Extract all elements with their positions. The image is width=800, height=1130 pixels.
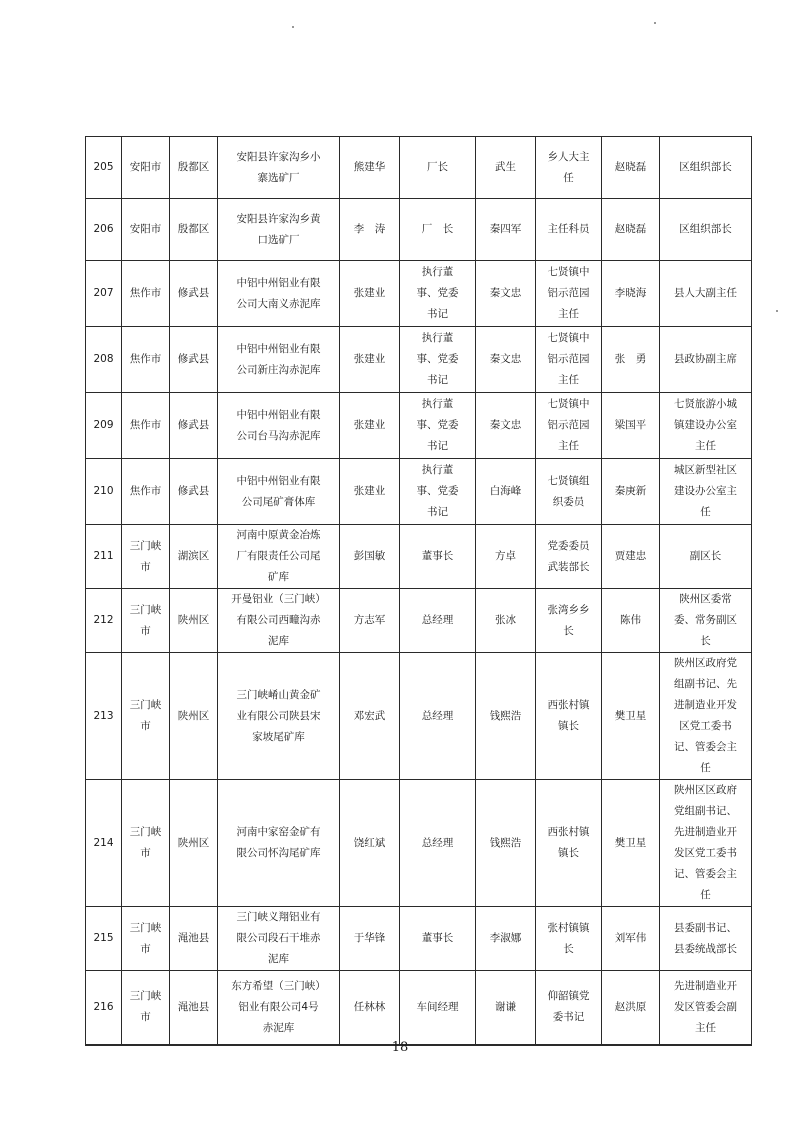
supervisor-title-cell: 七贤旅游小城 镇建设办公室 主任	[660, 393, 752, 459]
position-cell: 执行董 事、党委 书记	[400, 327, 476, 393]
table-row	[86, 525, 752, 589]
district-cell: 陕州区	[170, 653, 218, 780]
gov-contact-cell: 谢谦	[476, 971, 536, 1045]
unit-name-cell: 河南中家窑金矿有 限公司怀沟尾矿库	[218, 780, 340, 907]
unit-name-cell: 中铝中州铝业有限 公司大南义赤泥库	[218, 261, 340, 327]
unit-name-cell: 安阳县许家沟乡黄 口选矿厂	[218, 199, 340, 261]
responsible-person-cell: 熊建华	[340, 137, 400, 199]
supervisor-title-cell: 区组织部长	[660, 199, 752, 261]
table-row	[86, 780, 752, 907]
gov-contact-title-cell: 张湾乡乡 长	[536, 589, 602, 653]
city-cell: 三门峡 市	[122, 653, 170, 780]
scan-speck	[654, 22, 656, 24]
supervisor-cell: 樊卫星	[602, 780, 660, 907]
position-cell: 总经理	[400, 780, 476, 907]
responsible-person-cell: 任林林	[340, 971, 400, 1045]
gov-contact-cell: 秦四军	[476, 199, 536, 261]
table-row	[86, 653, 752, 780]
position-cell: 车间经理	[400, 971, 476, 1045]
scan-speck	[292, 26, 294, 28]
supervisor-cell: 赵晓磊	[602, 137, 660, 199]
position-cell: 厂长	[400, 137, 476, 199]
page-number: 18	[391, 1040, 409, 1055]
gov-contact-cell: 方卓	[476, 525, 536, 589]
district-cell: 修武县	[170, 393, 218, 459]
city-cell: 三门峡 市	[122, 525, 170, 589]
position-cell: 厂 长	[400, 199, 476, 261]
district-cell: 渑池县	[170, 971, 218, 1045]
unit-name-cell: 中铝中州铝业有限 公司尾矿膏体库	[218, 459, 340, 525]
gov-contact-title-cell: 党委委员 武装部长	[536, 525, 602, 589]
city-cell: 安阳市	[122, 137, 170, 199]
responsible-person-cell: 张建业	[340, 459, 400, 525]
position-cell: 董事长	[400, 907, 476, 971]
district-cell: 修武县	[170, 459, 218, 525]
district-cell: 殷都区	[170, 199, 218, 261]
responsible-person-cell: 饶红斌	[340, 780, 400, 907]
gov-contact-title-cell: 仰韶镇党 委书记	[536, 971, 602, 1045]
supervisor-title-cell: 先进制造业开 发区管委会副 主任	[660, 971, 752, 1045]
responsible-person-cell: 邓宏武	[340, 653, 400, 780]
city-cell: 三门峡 市	[122, 780, 170, 907]
table-row	[86, 907, 752, 971]
table-row	[86, 971, 752, 1045]
supervisor-cell: 陈伟	[602, 589, 660, 653]
supervisor-title-cell: 县政协副主席	[660, 327, 752, 393]
city-cell: 焦作市	[122, 393, 170, 459]
gov-contact-title-cell: 主任科员	[536, 199, 602, 261]
roster-table	[85, 136, 752, 1046]
supervisor-title-cell: 县人大副主任	[660, 261, 752, 327]
responsible-person-cell: 李 涛	[340, 199, 400, 261]
position-cell: 董事长	[400, 525, 476, 589]
row-number-cell: 211	[86, 525, 122, 589]
table-row	[86, 459, 752, 525]
supervisor-cell: 贾建忠	[602, 525, 660, 589]
responsible-person-cell: 方志军	[340, 589, 400, 653]
district-cell: 陕州区	[170, 780, 218, 907]
unit-name-cell: 河南中原黄金冶炼 厂有限责任公司尾 矿库	[218, 525, 340, 589]
responsible-person-cell: 彭国敏	[340, 525, 400, 589]
gov-contact-title-cell: 七贤镇中 铝示范园 主任	[536, 393, 602, 459]
gov-contact-cell: 秦文忠	[476, 261, 536, 327]
row-number-cell: 212	[86, 589, 122, 653]
district-cell: 陕州区	[170, 589, 218, 653]
row-number-cell: 215	[86, 907, 122, 971]
gov-contact-title-cell: 七贤镇中 铝示范园 主任	[536, 327, 602, 393]
row-number-cell: 205	[86, 137, 122, 199]
table-row	[86, 261, 752, 327]
supervisor-cell: 赵洪原	[602, 971, 660, 1045]
supervisor-title-cell: 城区新型社区 建设办公室主 任	[660, 459, 752, 525]
scan-speck	[776, 310, 778, 312]
city-cell: 三门峡 市	[122, 971, 170, 1045]
district-cell: 湖滨区	[170, 525, 218, 589]
city-cell: 焦作市	[122, 327, 170, 393]
responsible-person-cell: 张建业	[340, 393, 400, 459]
unit-name-cell: 东方希望（三门峡） 铝业有限公司4号 赤泥库	[218, 971, 340, 1045]
gov-contact-cell: 武生	[476, 137, 536, 199]
table-row	[86, 589, 752, 653]
supervisor-cell: 樊卫星	[602, 653, 660, 780]
unit-name-cell: 中铝中州铝业有限 公司台马沟赤泥库	[218, 393, 340, 459]
gov-contact-title-cell: 张村镇镇 长	[536, 907, 602, 971]
supervisor-title-cell: 陕州区委常 委、常务副区 长	[660, 589, 752, 653]
gov-contact-cell: 张冰	[476, 589, 536, 653]
responsible-person-cell: 张建业	[340, 327, 400, 393]
supervisor-title-cell: 区组织部长	[660, 137, 752, 199]
row-number-cell: 214	[86, 780, 122, 907]
city-cell: 焦作市	[122, 261, 170, 327]
unit-name-cell: 开曼铝业（三门峡） 有限公司西疃沟赤 泥库	[218, 589, 340, 653]
district-cell: 修武县	[170, 261, 218, 327]
position-cell: 执行董 事、党委 书记	[400, 261, 476, 327]
row-number-cell: 206	[86, 199, 122, 261]
responsible-person-cell: 张建业	[340, 261, 400, 327]
unit-name-cell: 安阳县许家沟乡小 寨选矿厂	[218, 137, 340, 199]
position-cell: 执行董 事、党委 书记	[400, 459, 476, 525]
responsible-person-cell: 于华锋	[340, 907, 400, 971]
gov-contact-cell: 李淑娜	[476, 907, 536, 971]
unit-name-cell: 中铝中州铝业有限 公司新庄沟赤泥库	[218, 327, 340, 393]
unit-name-cell: 三门峡义翔铝业有 限公司段石干堆赤 泥库	[218, 907, 340, 971]
supervisor-cell: 梁国平	[602, 393, 660, 459]
supervisor-cell: 赵晓磊	[602, 199, 660, 261]
gov-contact-title-cell: 西张村镇 镇长	[536, 780, 602, 907]
district-cell: 修武县	[170, 327, 218, 393]
district-cell: 渑池县	[170, 907, 218, 971]
gov-contact-cell: 钱熙浩	[476, 653, 536, 780]
city-cell: 三门峡 市	[122, 589, 170, 653]
table-row	[86, 393, 752, 459]
position-cell: 执行董 事、党委 书记	[400, 393, 476, 459]
supervisor-cell: 张 勇	[602, 327, 660, 393]
row-number-cell: 213	[86, 653, 122, 780]
supervisor-cell: 李晓海	[602, 261, 660, 327]
district-cell: 殷都区	[170, 137, 218, 199]
row-number-cell: 209	[86, 393, 122, 459]
supervisor-title-cell: 陕州区政府党 组副书记、先 进制造业开发 区党工委书 记、管委会主 任	[660, 653, 752, 780]
row-number-cell: 210	[86, 459, 122, 525]
position-cell: 总经理	[400, 589, 476, 653]
city-cell: 焦作市	[122, 459, 170, 525]
gov-contact-cell: 白海峰	[476, 459, 536, 525]
gov-contact-title-cell: 七贤镇组 织委员	[536, 459, 602, 525]
gov-contact-cell: 秦文忠	[476, 393, 536, 459]
gov-contact-title-cell: 西张村镇 镇长	[536, 653, 602, 780]
row-number-cell: 207	[86, 261, 122, 327]
table-row	[86, 327, 752, 393]
gov-contact-cell: 钱熙浩	[476, 780, 536, 907]
gov-contact-title-cell: 七贤镇中 铝示范园 主任	[536, 261, 602, 327]
supervisor-title-cell: 陕州区区政府 党组副书记、 先进制造业开 发区党工委书 记、管委会主 任	[660, 780, 752, 907]
table-row	[86, 199, 752, 261]
supervisor-cell: 秦庚新	[602, 459, 660, 525]
table-row	[86, 137, 752, 199]
supervisor-title-cell: 副区长	[660, 525, 752, 589]
city-cell: 三门峡 市	[122, 907, 170, 971]
supervisor-title-cell: 县委副书记、 县委统战部长	[660, 907, 752, 971]
supervisor-cell: 刘军伟	[602, 907, 660, 971]
unit-name-cell: 三门峡崤山黄金矿 业有限公司陕县宋 家坡尾矿库	[218, 653, 340, 780]
row-number-cell: 208	[86, 327, 122, 393]
city-cell: 安阳市	[122, 199, 170, 261]
row-number-cell: 216	[86, 971, 122, 1045]
gov-contact-cell: 秦文忠	[476, 327, 536, 393]
position-cell: 总经理	[400, 653, 476, 780]
gov-contact-title-cell: 乡人大主 任	[536, 137, 602, 199]
